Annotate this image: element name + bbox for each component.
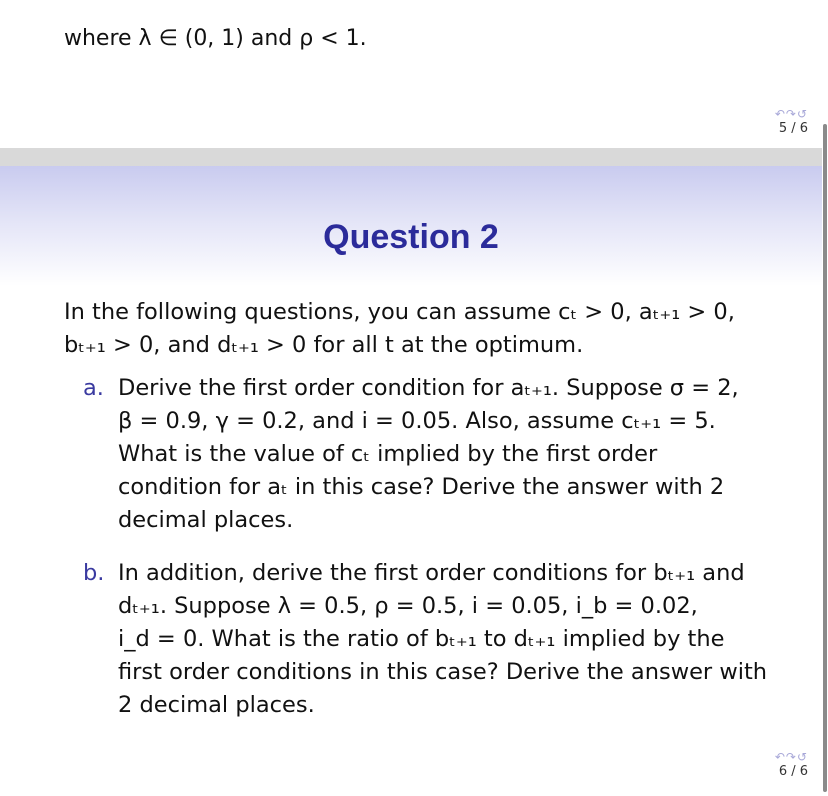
question-item-a xyxy=(64,372,764,537)
page-indicator: 5 / 6 xyxy=(778,121,808,136)
previous-page-nav xyxy=(775,107,808,137)
frame-title: Question 2 xyxy=(323,218,499,256)
intro-line: bₜ₊₁ > 0, and dₜ₊₁ > 0 for all t at the optimum. xyxy=(64,332,584,358)
frame-body xyxy=(64,296,768,722)
enum-label: b. xyxy=(83,560,105,586)
item-line: β = 0.9, γ = 0.2, and i = 0.05. Also, assume cₜ₊₁ = 5. xyxy=(118,408,716,434)
item-line: decimal places. xyxy=(118,507,294,533)
question-list xyxy=(64,372,768,722)
previous-page xyxy=(0,0,822,148)
current-page-nav xyxy=(775,750,808,780)
navigation-icons[interactable]: ↶↷↺ xyxy=(774,107,808,121)
question-item-b xyxy=(64,557,768,722)
item-line: dₜ₊₁. Suppose λ = 0.5, ρ = 0.5, i = 0.05, i_b = 0.02, xyxy=(118,593,698,619)
item-line: first order conditions in this case? Derive the answer with xyxy=(118,659,768,685)
page-separator xyxy=(0,148,822,166)
intro-line: In the following questions, you can assume cₜ > 0, aₜ₊₁ > 0, xyxy=(64,299,735,325)
item-line: condition for aₜ in this case? Derive the answer with 2 xyxy=(118,474,725,500)
item-line: What is the value of cₜ implied by the first order xyxy=(118,441,658,467)
item-line: 2 decimal places. xyxy=(118,692,315,718)
scrollbar-thumb[interactable] xyxy=(823,124,827,792)
navigation-icons[interactable]: ↶↷↺ xyxy=(774,750,808,764)
previous-page-text: where λ ∈ (0, 1) and ρ < 1. xyxy=(64,26,367,51)
item-line: In addition, derive the first order conditions for bₜ₊₁ and xyxy=(118,560,745,586)
scrollbar[interactable] xyxy=(822,0,828,796)
page-indicator: 6 / 6 xyxy=(778,764,808,779)
enum-label: a. xyxy=(83,375,104,401)
item-line: Derive the first order condition for aₜ₊₁. Suppose σ = 2, xyxy=(118,375,739,401)
item-line: i_d = 0. What is the ratio of bₜ₊₁ to dₜ₊₁ implied by the xyxy=(118,626,725,652)
current-page xyxy=(0,166,822,792)
